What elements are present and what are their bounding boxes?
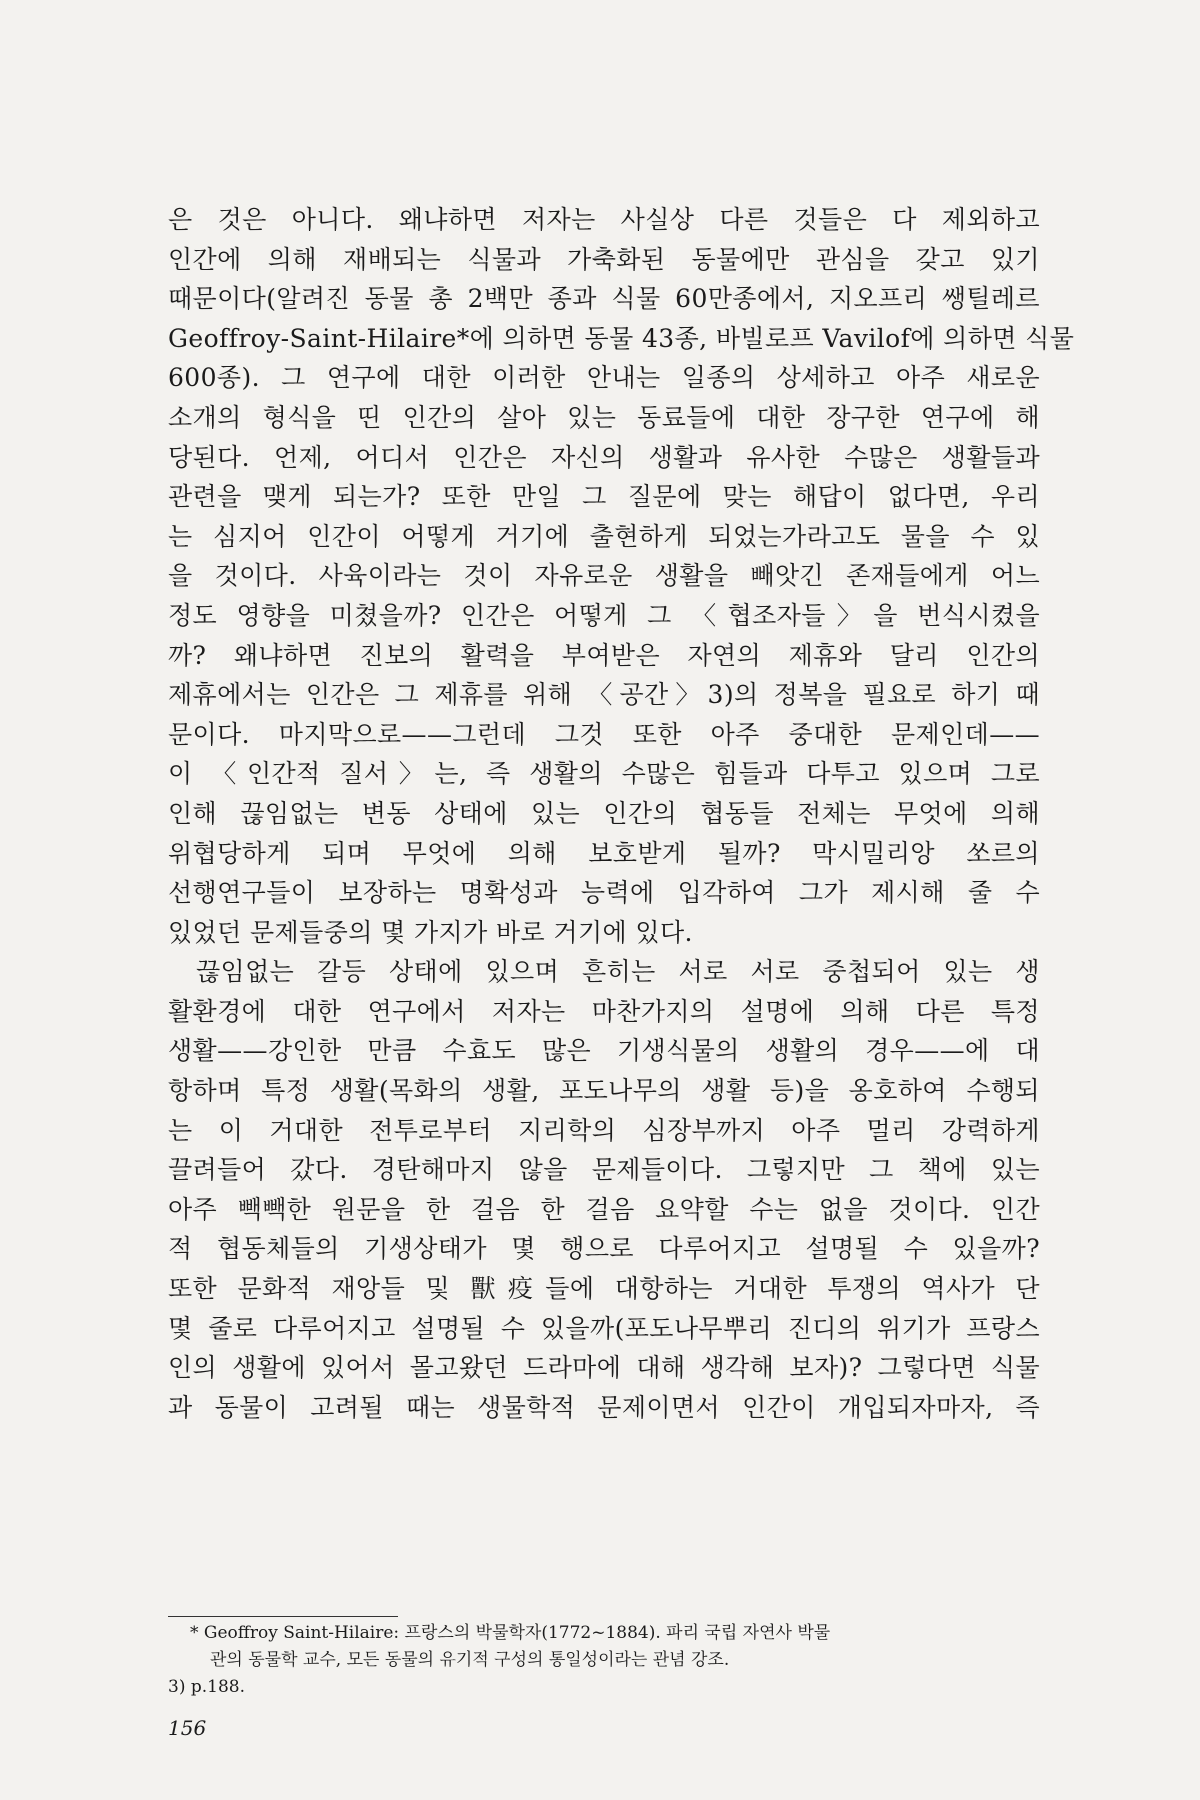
text-line: 소개의 형식을 띤 인간의 살아 있는 동료들에 대한 장구한 연구에 해 [168,402,1040,432]
text-line: 인의 생활에 있어서 몰고왔던 드라마에 대해 생각해 보자)? 그렇다면 식물 [168,1353,1040,1383]
text-line: 과 동물이 고려될 때는 생물학적 문제이면서 인간이 개입되자마자, 즉 [168,1392,1040,1422]
text-line: 관련을 맺게 되는가? 또한 만일 그 질문에 맞는 해답이 없다면, 우리 [168,482,1040,512]
text-line: 을 것이다. 사육이라는 것이 자유로운 생활을 빼앗긴 존재들에게 어느 [168,561,1040,591]
text-line: 문이다. 마지막으로——그런데 그것 또한 아주 중대한 문제인데—— [168,719,1040,749]
text-line: 위협당하게 되며 무엇에 의해 보호받게 될까? 막시밀리앙 쏘르의 [168,838,1040,868]
footnotes-block [168,1620,1040,1701]
text-line: 인해 끊임없는 변동 상태에 있는 인간의 협동들 전체는 무엇에 의해 [168,798,1040,828]
page-number: 156 [168,1716,207,1740]
main-text-block [168,200,1075,1427]
text-line: 끊임없는 갈등 상태에 있으며 흔히는 서로 서로 중첩되어 있는 생 [196,957,1040,987]
text-line: 또한 문화적 재앙들 및 獸疫들에 대항하는 거대한 투쟁의 역사가 단 [168,1274,1040,1304]
text-line: 제휴에서는 인간은 그 제휴를 위해 〈공간〉3)의 정복을 필요로 하기 때 [168,680,1040,710]
text-line: 인간에 의해 재배되는 식물과 가축화된 동물에만 관심을 갖고 있기 [168,244,1040,274]
text-line: 선행연구들이 보장하는 명확성과 능력에 입각하여 그가 제시해 줄 수 [168,878,1040,908]
text-line: Geoffroy-Saint-Hilaire*에 의하면 동물 43종, 바빌로프 Vavilof에 의하면 식물 [168,323,1075,353]
footnote-line: * Geoffroy Saint-Hilaire: 프랑스의 박물학자(1772~1884). 파리 국립 자연사 박물 [190,1623,831,1643]
text-line: 600종). 그 연구에 대한 이러한 안내는 일종의 상세하고 아주 새로운 [168,363,1040,393]
footnote-reference: 3) p.188. [168,1677,245,1697]
text-line: 당된다. 언제, 어디서 인간은 자신의 생활과 유사한 수많은 생활들과 [168,442,1040,472]
text-line: 항하며 특정 생활(목화의 생활, 포도나무의 생활 등)을 옹호하여 수행되 [168,1076,1040,1106]
text-line: 이 〈인간적 질서〉는, 즉 생활의 수많은 힘들과 다투고 있으며 그로 [168,759,1040,789]
text-line: 아주 빽빽한 원문을 한 걸음 한 걸음 요약할 수는 없을 것이다. 인간 [168,1194,1040,1224]
text-line: 까? 왜냐하면 진보의 활력을 부여받은 자연의 제휴와 달리 인간의 [168,640,1040,670]
text-line: 적 협동체들의 기생상태가 몇 행으로 다루어지고 설명될 수 있을까? [168,1234,1040,1264]
text-line: 생활——강인한 만큼 수효도 많은 기생식물의 생활의 경우——에 대 [168,1036,1040,1066]
text-line: 활환경에 대한 연구에서 저자는 마찬가지의 설명에 의해 다른 특정 [168,996,1040,1026]
text-line: 있었던 문제들중의 몇 가지가 바로 거기에 있다. [168,917,693,947]
text-line: 몇 줄로 다루어지고 설명될 수 있을까(포도나무뿌리 진디의 위기가 프랑스 [168,1313,1040,1343]
text-line: 끌려들어 갔다. 경탄해마지 않을 문제들이다. 그렇지만 그 책에 있는 [168,1155,1040,1185]
text-line: 는 이 거대한 전투로부터 지리학의 심장부까지 아주 멀리 강력하게 [168,1115,1040,1145]
text-line: 는 심지어 인간이 어떻게 거기에 출현하게 되었는가라고도 물을 수 있 [168,521,1040,551]
footnote-divider [168,1616,398,1617]
text-line: 은 것은 아니다. 왜냐하면 저자는 사실상 다른 것들은 다 제외하고 [168,205,1040,234]
text-line: 때문이다(알려진 동물 총 2백만 종과 식물 60만종에서, 지오프리 쌩틸레르 [168,284,1040,314]
text-line: 정도 영향을 미쳤을까? 인간은 어떻게 그 〈협조자들〉을 번식시켰을 [168,600,1040,630]
footnote-line: 관의 동물학 교수, 모든 동물의 유기적 구성의 통일성이라는 관념 강조. [210,1650,730,1670]
